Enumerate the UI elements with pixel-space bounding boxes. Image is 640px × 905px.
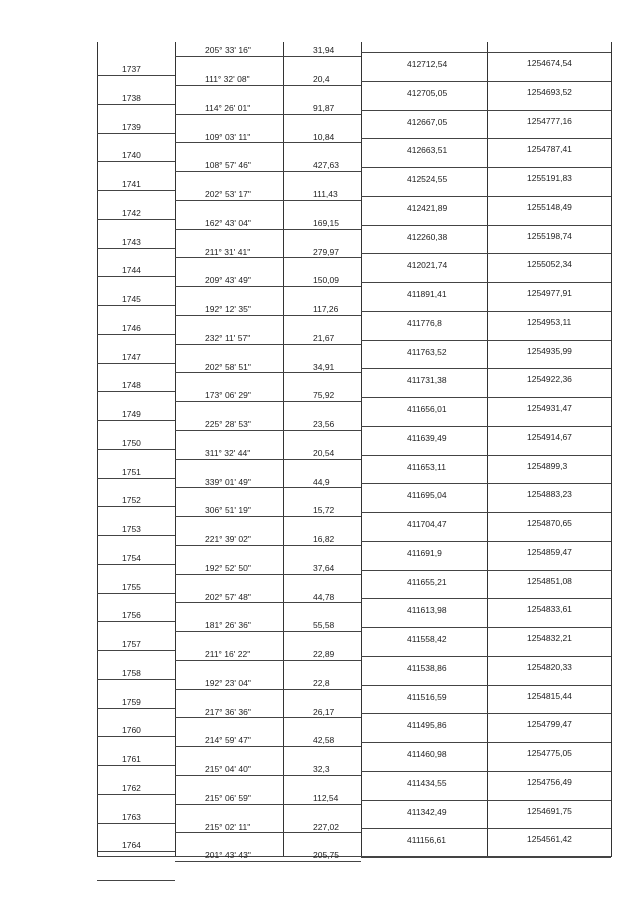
direction-angle: 217° 36' 36" bbox=[205, 706, 251, 717]
row-border bbox=[361, 110, 611, 111]
point-number: 1764 bbox=[122, 840, 141, 851]
row-border bbox=[97, 478, 175, 479]
row-border bbox=[361, 713, 611, 714]
row-border bbox=[283, 171, 361, 172]
row-border bbox=[175, 660, 283, 661]
y-coordinate: 1254931,47 bbox=[527, 403, 572, 413]
row-border bbox=[175, 315, 283, 316]
row-border bbox=[283, 344, 361, 345]
direction-angle: 211° 31' 41" bbox=[205, 246, 251, 257]
direction-angle: 173° 06' 29" bbox=[205, 390, 251, 401]
row-border bbox=[283, 286, 361, 287]
row-border bbox=[175, 430, 283, 431]
row-border bbox=[175, 401, 283, 402]
row-border bbox=[175, 602, 283, 603]
row-border bbox=[97, 535, 175, 536]
y-coordinate: 1254883,23 bbox=[527, 489, 572, 500]
row-border bbox=[361, 225, 611, 226]
row-border bbox=[283, 200, 361, 201]
x-coordinate: 411776,8 bbox=[407, 317, 442, 328]
direction-angle: 209° 43' 49" bbox=[205, 275, 251, 286]
row-border bbox=[283, 717, 361, 718]
row-border bbox=[283, 660, 361, 661]
point-number: 1754 bbox=[122, 552, 141, 563]
row-border bbox=[97, 133, 175, 134]
row-border bbox=[175, 516, 283, 517]
direction-angle: 232° 11' 57" bbox=[205, 332, 251, 343]
x-coordinate: 411342,49 bbox=[407, 806, 447, 817]
row-border bbox=[361, 857, 611, 858]
x-coordinate: 411691,9 bbox=[407, 547, 442, 558]
row-border bbox=[361, 598, 611, 599]
row-border bbox=[283, 85, 361, 86]
segment-length: 23,56 bbox=[313, 419, 335, 429]
x-coordinate: 411558,42 bbox=[407, 634, 447, 644]
point-number: 1759 bbox=[122, 696, 141, 707]
first-distance-cell: 31,94 bbox=[313, 45, 335, 55]
point-number: 1740 bbox=[122, 150, 141, 161]
y-coordinate: 1254799,47 bbox=[527, 719, 572, 730]
segment-length: 44,78 bbox=[313, 591, 335, 602]
row-border bbox=[361, 138, 611, 139]
row-border bbox=[361, 455, 611, 456]
segment-length: 21,67 bbox=[313, 332, 335, 343]
point-number: 1752 bbox=[122, 495, 141, 506]
segment-length: 44,9 bbox=[313, 476, 330, 487]
row-border bbox=[97, 564, 175, 565]
y-coordinate: 1255052,34 bbox=[527, 259, 572, 270]
x-coordinate: 412421,89 bbox=[407, 202, 448, 213]
row-border bbox=[283, 401, 361, 402]
row-border bbox=[97, 219, 175, 220]
direction-angle: 181° 26' 36" bbox=[205, 620, 251, 631]
y-coordinate: 1255148,49 bbox=[527, 201, 572, 212]
row-border bbox=[361, 828, 611, 829]
row-border bbox=[97, 276, 175, 277]
row-border bbox=[361, 167, 611, 168]
y-coordinate: 1254693,52 bbox=[527, 86, 572, 97]
row-border bbox=[175, 229, 283, 230]
y-coordinate: 1254914,67 bbox=[527, 431, 572, 442]
segment-length: 205,75 bbox=[313, 850, 339, 861]
row-border bbox=[283, 142, 361, 143]
segment-length: 37,64 bbox=[313, 562, 335, 573]
segment-length: 227,02 bbox=[313, 821, 339, 832]
row-border bbox=[361, 397, 611, 398]
y-coordinate: 1254922,36 bbox=[527, 374, 572, 385]
point-number: 1748 bbox=[122, 380, 141, 391]
segment-length: 20,4 bbox=[313, 74, 330, 84]
row-border bbox=[361, 483, 611, 484]
direction-angle: 221° 39' 02" bbox=[205, 534, 251, 544]
row-border bbox=[175, 717, 283, 718]
segment-length: 169,15 bbox=[313, 217, 339, 228]
direction-angle: 192° 23' 04" bbox=[205, 677, 251, 688]
point-number: 1762 bbox=[122, 782, 141, 793]
direction-angle: 215° 04' 40" bbox=[205, 764, 251, 774]
y-coordinate: 1254756,49 bbox=[527, 776, 572, 787]
segment-length: 91,87 bbox=[313, 102, 335, 113]
column-border bbox=[487, 42, 488, 857]
direction-angle: 311° 32' 44" bbox=[205, 447, 251, 458]
direction-angle: 202° 58' 51" bbox=[205, 361, 251, 372]
row-border bbox=[97, 75, 175, 76]
row-border bbox=[97, 823, 175, 824]
row-border bbox=[97, 391, 175, 392]
row-border bbox=[361, 627, 611, 628]
point-number: 1763 bbox=[122, 811, 141, 822]
row-border bbox=[283, 545, 361, 546]
point-number: 1749 bbox=[122, 409, 141, 419]
row-border bbox=[97, 794, 175, 795]
x-coordinate: 411655,21 bbox=[407, 576, 447, 587]
y-coordinate: 1254870,65 bbox=[527, 518, 572, 528]
x-coordinate: 411653,11 bbox=[407, 461, 446, 472]
segment-length: 42,58 bbox=[313, 735, 335, 746]
row-border bbox=[175, 286, 283, 287]
x-coordinate: 411704,47 bbox=[407, 519, 447, 529]
direction-angle: 201° 43' 43" bbox=[205, 850, 251, 861]
direction-angle: 108° 57' 46" bbox=[205, 160, 251, 171]
direction-angle: 215° 06' 59" bbox=[205, 792, 251, 803]
x-coordinate: 412260,38 bbox=[407, 231, 448, 242]
row-border bbox=[175, 832, 283, 833]
row-border bbox=[283, 602, 361, 603]
direction-angle: 114° 26' 01" bbox=[205, 102, 251, 113]
row-border bbox=[283, 804, 361, 805]
segment-length: 34,91 bbox=[313, 361, 335, 372]
segment-length: 16,82 bbox=[313, 534, 335, 544]
row-border bbox=[361, 253, 611, 254]
row-border bbox=[175, 804, 283, 805]
segment-length: 75,92 bbox=[313, 390, 335, 401]
x-coordinate: 411763,52 bbox=[407, 346, 447, 357]
row-border bbox=[175, 459, 283, 460]
row-border bbox=[175, 142, 283, 143]
x-coordinate: 411891,41 bbox=[407, 289, 447, 299]
row-border bbox=[97, 736, 175, 737]
direction-angle: 192° 52' 50" bbox=[205, 562, 251, 573]
row-border bbox=[361, 52, 611, 53]
point-number: 1747 bbox=[122, 351, 141, 362]
point-number: 1743 bbox=[122, 236, 141, 247]
row-border bbox=[97, 851, 175, 852]
segment-length: 55,58 bbox=[313, 620, 335, 631]
point-number: 1750 bbox=[122, 437, 141, 448]
segment-length: 10,84 bbox=[313, 131, 335, 142]
point-number: 1744 bbox=[122, 265, 141, 276]
row-border bbox=[175, 545, 283, 546]
row-border bbox=[361, 656, 611, 657]
y-coordinate: 1254691,75 bbox=[527, 805, 572, 816]
row-border bbox=[97, 104, 175, 105]
direction-angle: 162° 43' 04" bbox=[205, 217, 251, 228]
x-coordinate: 411656,01 bbox=[407, 404, 447, 414]
y-coordinate: 1254561,42 bbox=[527, 834, 572, 845]
y-coordinate: 1254859,47 bbox=[527, 546, 572, 557]
point-number: 1746 bbox=[122, 322, 141, 333]
point-number: 1737 bbox=[122, 64, 141, 74]
row-border bbox=[283, 746, 361, 747]
row-border bbox=[283, 631, 361, 632]
row-border bbox=[283, 257, 361, 258]
segment-length: 427,63 bbox=[313, 160, 339, 171]
direction-angle: 215° 02' 11" bbox=[205, 821, 251, 832]
row-border bbox=[283, 372, 361, 373]
row-border bbox=[175, 85, 283, 86]
row-border bbox=[175, 171, 283, 172]
point-number: 1751 bbox=[122, 466, 141, 477]
point-number: 1753 bbox=[122, 524, 141, 534]
point-number: 1756 bbox=[122, 610, 141, 621]
point-number: 1760 bbox=[122, 725, 141, 736]
point-number: 1755 bbox=[122, 581, 141, 592]
direction-angle: 111° 32' 08" bbox=[205, 74, 250, 84]
row-border bbox=[175, 574, 283, 575]
segment-length: 26,17 bbox=[313, 706, 335, 717]
segment-length: 117,26 bbox=[313, 304, 339, 314]
column-border bbox=[283, 42, 284, 857]
segment-length: 20,54 bbox=[313, 447, 335, 458]
direction-angle: 109° 03' 11" bbox=[205, 131, 251, 142]
row-border bbox=[283, 689, 361, 690]
y-coordinate: 1254815,44 bbox=[527, 690, 572, 701]
segment-length: 279,97 bbox=[313, 246, 339, 257]
row-border bbox=[361, 282, 611, 283]
y-coordinate: 1254935,99 bbox=[527, 345, 572, 356]
direction-angle: 202° 53' 17" bbox=[205, 189, 251, 199]
point-number: 1761 bbox=[122, 754, 141, 764]
row-border bbox=[361, 512, 611, 513]
row-border bbox=[97, 856, 611, 857]
y-coordinate: 1254832,21 bbox=[527, 633, 572, 643]
row-border bbox=[283, 430, 361, 431]
row-border bbox=[283, 315, 361, 316]
x-coordinate: 411516,59 bbox=[407, 691, 447, 702]
direction-angle: 211° 16' 22" bbox=[205, 649, 251, 659]
direction-angle: 225° 28' 53" bbox=[205, 419, 251, 429]
row-border bbox=[361, 800, 611, 801]
y-coordinate: 1254977,91 bbox=[527, 288, 572, 298]
row-border bbox=[361, 541, 611, 542]
point-number: 1738 bbox=[122, 92, 141, 103]
row-border bbox=[97, 161, 175, 162]
row-border bbox=[97, 708, 175, 709]
row-border bbox=[175, 200, 283, 201]
row-border bbox=[283, 459, 361, 460]
row-border bbox=[97, 593, 175, 594]
row-border bbox=[361, 570, 611, 571]
y-coordinate: 1254787,41 bbox=[527, 144, 572, 155]
y-coordinate: 1255198,74 bbox=[527, 230, 572, 241]
row-border bbox=[97, 621, 175, 622]
point-number: 1739 bbox=[122, 121, 141, 132]
direction-angle: 306° 51' 19" bbox=[205, 505, 251, 516]
y-coordinate: 1254899,3 bbox=[527, 460, 568, 471]
column-border bbox=[611, 42, 612, 857]
x-coordinate: 412663,51 bbox=[407, 145, 448, 156]
x-coordinate: 411613,98 bbox=[407, 605, 447, 616]
x-coordinate: 411434,55 bbox=[407, 777, 447, 788]
row-border bbox=[283, 861, 361, 862]
row-border bbox=[283, 114, 361, 115]
direction-angle: 214° 59' 47" bbox=[205, 735, 251, 746]
row-border bbox=[175, 372, 283, 373]
row-border bbox=[361, 340, 611, 341]
row-border bbox=[361, 368, 611, 369]
row-border bbox=[97, 363, 175, 364]
row-border bbox=[97, 305, 175, 306]
row-border bbox=[361, 685, 611, 686]
x-coordinate: 411495,86 bbox=[407, 720, 447, 731]
row-border bbox=[175, 631, 283, 632]
row-border bbox=[283, 229, 361, 230]
row-border bbox=[175, 689, 283, 690]
row-border bbox=[283, 574, 361, 575]
row-border bbox=[175, 344, 283, 345]
first-angle-cell: 205° 33' 16" bbox=[205, 45, 251, 55]
x-coordinate: 411731,38 bbox=[407, 375, 447, 386]
point-number: 1742 bbox=[122, 207, 141, 218]
segment-length: 22,89 bbox=[313, 649, 335, 659]
x-coordinate: 411639,49 bbox=[407, 432, 447, 443]
row-border bbox=[97, 506, 175, 507]
x-coordinate: 412712,54 bbox=[407, 59, 448, 69]
row-border bbox=[97, 765, 175, 766]
segment-length: 32,3 bbox=[313, 764, 330, 774]
row-border bbox=[97, 248, 175, 249]
point-number: 1745 bbox=[122, 294, 141, 304]
segment-length: 22,8 bbox=[313, 677, 330, 688]
segment-length: 112,54 bbox=[313, 792, 339, 803]
y-coordinate: 1254851,08 bbox=[527, 575, 572, 586]
y-coordinate: 1254674,54 bbox=[527, 58, 572, 68]
row-border bbox=[97, 334, 175, 335]
row-border bbox=[361, 81, 611, 82]
direction-angle: 339° 01' 49" bbox=[205, 476, 251, 487]
segment-length: 150,09 bbox=[313, 275, 339, 286]
row-border bbox=[361, 771, 611, 772]
row-border bbox=[175, 56, 283, 57]
y-coordinate: 1254833,61 bbox=[527, 604, 572, 615]
column-border bbox=[175, 42, 176, 857]
row-border bbox=[361, 311, 611, 312]
direction-angle: 192° 12' 35" bbox=[205, 304, 251, 314]
point-number: 1757 bbox=[122, 639, 141, 649]
row-border bbox=[97, 190, 175, 191]
segment-length: 111,43 bbox=[313, 189, 338, 199]
x-coordinate: 411156,61 bbox=[407, 835, 446, 846]
x-coordinate: 412021,74 bbox=[407, 260, 448, 271]
x-coordinate: 412524,55 bbox=[407, 174, 448, 184]
point-number: 1741 bbox=[122, 179, 141, 189]
y-coordinate: 1254953,11 bbox=[527, 316, 572, 327]
row-border bbox=[97, 679, 175, 680]
y-coordinate: 1255191,83 bbox=[527, 173, 572, 183]
row-border bbox=[361, 196, 611, 197]
x-coordinate: 412667,05 bbox=[407, 116, 448, 127]
row-border bbox=[175, 861, 283, 862]
row-border bbox=[283, 832, 361, 833]
row-border bbox=[97, 880, 175, 881]
column-border bbox=[361, 42, 362, 857]
row-border bbox=[97, 650, 175, 651]
row-border bbox=[283, 516, 361, 517]
x-coordinate: 411695,04 bbox=[407, 490, 447, 501]
row-border bbox=[97, 449, 175, 450]
row-border bbox=[283, 487, 361, 488]
row-border bbox=[361, 742, 611, 743]
y-coordinate: 1254777,16 bbox=[527, 115, 572, 126]
y-coordinate: 1254775,05 bbox=[527, 748, 572, 758]
x-coordinate: 411460,98 bbox=[407, 749, 447, 759]
y-coordinate: 1254820,33 bbox=[527, 661, 572, 672]
row-border bbox=[175, 257, 283, 258]
point-number: 1758 bbox=[122, 667, 141, 678]
direction-angle: 202° 57' 48" bbox=[205, 591, 251, 602]
segment-length: 15,72 bbox=[313, 505, 335, 516]
row-border bbox=[97, 420, 175, 421]
row-border bbox=[283, 775, 361, 776]
x-coordinate: 412705,05 bbox=[407, 87, 448, 98]
row-border bbox=[175, 114, 283, 115]
row-border bbox=[283, 56, 361, 57]
row-border bbox=[175, 775, 283, 776]
row-border bbox=[175, 746, 283, 747]
row-border bbox=[361, 426, 611, 427]
x-coordinate: 411538,86 bbox=[407, 662, 447, 673]
row-border bbox=[175, 487, 283, 488]
